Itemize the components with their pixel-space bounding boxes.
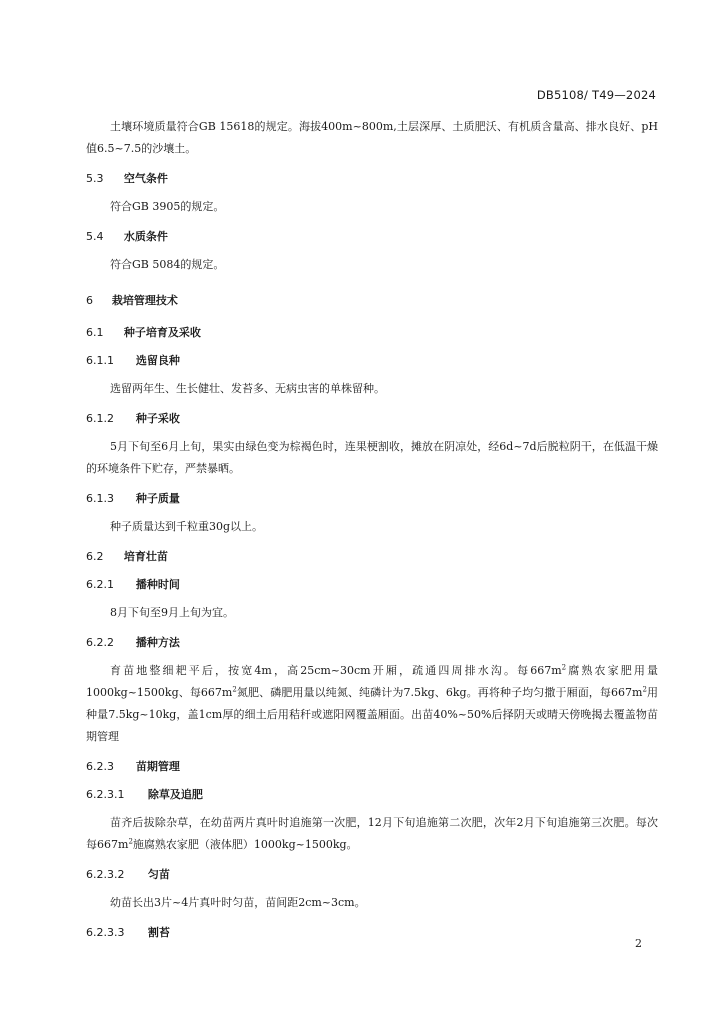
heading-6-2-3-3 <box>86 922 658 944</box>
text-run: 施腐熟农家肥（液体肥）1000kg~1500kg。 <box>132 838 358 851</box>
heading-6 <box>86 290 658 312</box>
seed-harvest-paragraph: 5月下旬至6月上旬，果实由绿色变为棕褐色时，连果梗割收，摊放在阴凉处，经6d~7d后脱粒阴干，在低温干燥的环境条件下贮存，严禁暴晒。 <box>86 440 658 475</box>
section-number: 6.1.1 <box>86 354 114 367</box>
section-title: 播种时间 <box>135 578 180 591</box>
heading-6-1 <box>86 322 658 344</box>
section-number: 6.2.1 <box>86 578 114 591</box>
water-paragraph: 符合GB 5084的规定。 <box>110 258 225 271</box>
superscript: 2 <box>128 837 133 846</box>
heading-6-2-3 <box>86 756 658 778</box>
soil-paragraph: 土壤环境质量符合GB 15618的规定。海拔400m~800m,土层深厚、土质肥沃、有机质含量高、排水良好、pH值6.5~7.5的沙壤土。 <box>86 120 658 155</box>
section-number: 6.2.2 <box>86 636 114 649</box>
weeding-paragraph <box>86 812 658 856</box>
heading-6-2-1 <box>86 574 658 596</box>
page-number: 2 <box>635 937 642 950</box>
text-run: 氮肥、磷肥用量以纯氮、纯磷计为7.5kg、6kg。再将种子均匀撒于厢面，每667m <box>236 686 643 699</box>
section-title: 除草及追肥 <box>147 788 203 801</box>
section-title: 培育壮苗 <box>123 550 168 563</box>
section-number: 5.4 <box>86 230 104 243</box>
section-number: 6.2.3 <box>86 760 114 773</box>
sowing-time-paragraph: 8月下旬至9月上旬为宜。 <box>110 606 234 619</box>
air-paragraph: 符合GB 3905的规定。 <box>110 200 225 213</box>
section-number: 6.1 <box>86 326 104 339</box>
document-code: DB5108/ T49—2024 <box>536 88 656 102</box>
document-body <box>86 116 658 950</box>
heading-6-1-1 <box>86 350 658 372</box>
section-title: 匀苗 <box>147 868 170 881</box>
superscript: 2 <box>642 685 647 694</box>
section-number: 6.2.3.1 <box>86 788 125 801</box>
section-number: 6 <box>86 294 93 307</box>
section-title: 种子培育及采收 <box>123 326 201 339</box>
heading-5-3 <box>86 168 658 190</box>
seed-quality-paragraph: 种子质量达到千粒重30g以上。 <box>110 520 264 533</box>
heading-6-1-2 <box>86 408 658 430</box>
thinning-paragraph: 幼苗长出3片~4片真叶时匀苗，苗间距2cm~3cm。 <box>110 896 366 909</box>
section-title: 播种方法 <box>135 636 180 649</box>
text-run: 育苗地整细耙平后，按宽4m，高25cm~30cm开厢，疏通四周排水沟。每667m <box>110 664 562 677</box>
sowing-method-paragraph <box>86 660 658 748</box>
section-title: 种子质量 <box>135 492 180 505</box>
seed-selection-paragraph: 选留两年生、生长健壮、发苔多、无病虫害的单株留种。 <box>110 382 385 395</box>
heading-6-2 <box>86 546 658 568</box>
section-title: 栽培管理技术 <box>111 294 178 307</box>
section-number: 6.2.3.2 <box>86 868 125 881</box>
text-run: 苗齐后拔除杂草，在幼苗两片真叶时追施第一次肥，12月下旬追施第二次肥，次年2月下旬追施第三次肥。每次每667m <box>86 816 658 851</box>
text-run: 用种量7.5kg~10kg，盖1cm厚的细土后用秸秆或遮阳网覆盖厢面。出苗40%~50%后择阴天或晴天傍晚揭去覆盖物苗期管理 <box>86 686 659 743</box>
heading-6-1-3 <box>86 488 658 510</box>
heading-5-4 <box>86 226 658 248</box>
superscript: 2 <box>561 663 567 672</box>
section-title: 空气条件 <box>123 172 168 185</box>
section-number: 6.1.2 <box>86 412 114 425</box>
heading-6-2-3-1 <box>86 784 658 806</box>
section-title: 选留良种 <box>135 354 180 367</box>
section-title: 种子采收 <box>135 412 180 425</box>
heading-6-2-3-2 <box>86 864 658 886</box>
section-title: 水质条件 <box>123 230 168 243</box>
section-number: 5.3 <box>86 172 104 185</box>
heading-6-2-2 <box>86 632 658 654</box>
section-number: 6.2 <box>86 550 104 563</box>
text-run: 腐熟农家肥用量1000kg~1500kg、每667m <box>86 664 659 699</box>
section-number: 6.2.3.3 <box>86 926 125 939</box>
section-title: 苗期管理 <box>135 760 180 773</box>
section-number: 6.1.3 <box>86 492 114 505</box>
section-title: 割苔 <box>147 926 170 939</box>
superscript: 2 <box>232 685 237 694</box>
